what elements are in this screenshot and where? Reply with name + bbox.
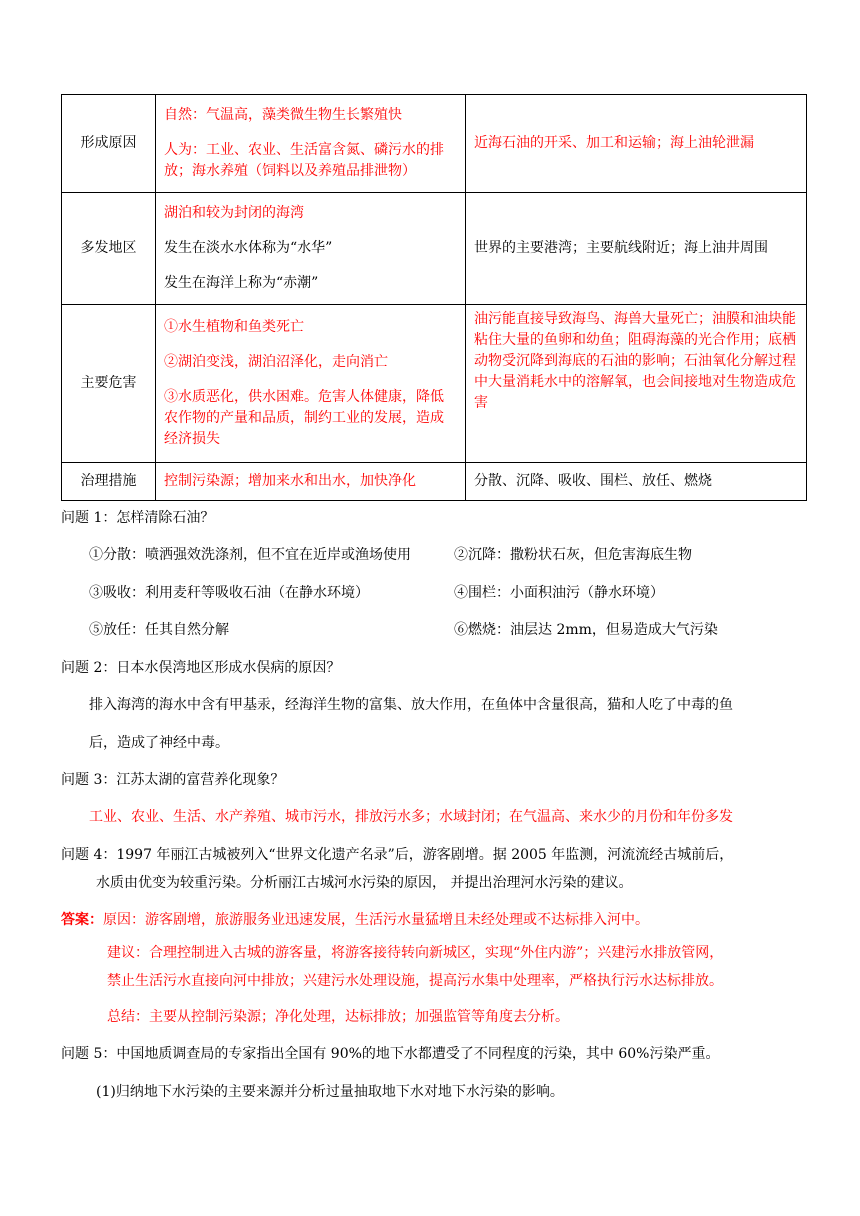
q1-item: ①分散：喷洒强效洗涤剂，但不宜在近岸或渔场使用 xyxy=(89,547,411,563)
table-row xyxy=(62,305,807,463)
row-label: 多发地区 xyxy=(62,193,156,305)
cell-line: ②湖泊变浅，湖泊沼泽化，走向消亡 xyxy=(164,354,388,370)
left-cell xyxy=(156,193,466,305)
q2-answer: 后，造成了神经中毒。 xyxy=(89,735,229,751)
cell-line: 人为：工业、农业、生活富含氮、磷污水的排放；海水养殖（饲料以及养殖品排泄物） xyxy=(164,142,444,179)
q4-suggestion: 禁止生活污水直接向河中排放；兴建污水处理设施，提高污水集中处理率，严格执行污水达标排放。 xyxy=(107,973,723,989)
left-cell xyxy=(156,305,466,463)
right-cell: 分散、沉降、吸收、围栏、放任、燃烧 xyxy=(466,463,807,501)
q4-question: 问题 4：1997 年丽江古城被列入“世界文化遗产名录”后，游客剧增。据 2005 年监测，河流流经古城前后， xyxy=(61,847,734,863)
q4-summary: 总结：主要从控制污染源；净化处理，达标排放；加强监管等角度去分析。 xyxy=(107,1009,569,1025)
cell-line: 自然：气温高，藻类微生物生长繁殖快 xyxy=(164,107,402,123)
q1-item: ④围栏：小面积油污（静水环境） xyxy=(454,585,664,601)
q4-answer-line xyxy=(61,910,649,931)
row-label: 主要危害 xyxy=(62,305,156,463)
pollution-comparison-table xyxy=(61,94,807,501)
q1-item: ②沉降：撒粉状石灰，但危害海底生物 xyxy=(454,547,692,563)
cell-line: 发生在淡水水体称为“水华” xyxy=(164,240,333,256)
q1-title: 问题 1：怎样清除石油？ xyxy=(61,510,215,526)
q5-subquestion: (1)归纳地下水污染的主要来源并分析过量抽取地下水对地下水污染的影响。 xyxy=(96,1084,564,1100)
cell-line: ③水质恶化，供水困难。危害人体健康，降低农作物的产量和品质，制约工业的发展，造成经济损失 xyxy=(164,389,444,447)
row-label: 治理措施 xyxy=(62,463,156,501)
left-cell: 控制污染源；增加来水和出水，加快净化 xyxy=(156,463,466,501)
q2-answer: 排入海湾的海水中含有甲基汞，经海洋生物的富集、放大作用，在鱼体中含量很高，猫和人吃了中毒的鱼 xyxy=(89,697,733,713)
q3-answer: 工业、农业、生活、水产养殖、城市污水，排放污水多；水域封闭；在气温高、来水少的月份和年份多发 xyxy=(89,809,733,825)
row-label: 形成原因 xyxy=(62,95,156,193)
q4-question: 水质由优变为较重污染。分析丽江古城河水污染的原因， 并提出治理河水污染的建议。 xyxy=(96,875,633,891)
left-cell xyxy=(156,95,466,193)
q1-item: ③吸收：利用麦秆等吸收石油（在静水环境） xyxy=(89,585,369,601)
cell-line: ①水生植物和鱼类死亡 xyxy=(164,319,304,335)
table-row xyxy=(62,193,807,305)
q5-title: 问题 5：中国地质调查局的专家指出全国有 90%的地下水都遭受了不同程度的污染，其中 60%污染严重。 xyxy=(61,1046,720,1062)
answer-label: 答案： xyxy=(61,912,103,928)
cell-line: 发生在海洋上称为“赤潮” xyxy=(164,275,319,291)
q1-item: ⑤放任：任其自然分解 xyxy=(89,622,229,638)
right-cell: 油污能直接导致海鸟、海兽大量死亡；油膜和油块能粘住大量的鱼卵和幼鱼；阻碍海藻的光合作用；底栖动物受沉降到海底的石油的影响；石油氧化分解过程中大量消耗水中的溶解氧，也会间接地对生物造成危害 xyxy=(466,305,807,463)
q1-item: ⑥燃烧：油层达 2mm，但易造成大气污染 xyxy=(454,622,718,638)
q4-suggestion: 建议：合理控制进入古城的游客量，将游客接待转向新城区，实现“外住内游”；兴建污水排放管网， xyxy=(107,945,724,961)
right-cell: 近海石油的开采、加工和运输；海上油轮泄漏 xyxy=(466,95,807,193)
table-row xyxy=(62,95,807,193)
table-row xyxy=(62,463,807,501)
right-cell: 世界的主要港湾；主要航线附近；海上油井周围 xyxy=(466,193,807,305)
q2-title: 问题 2：日本水俣湾地区形成水俣病的原因？ xyxy=(61,660,341,676)
q3-title: 问题 3：江苏太湖的富营养化现象？ xyxy=(61,772,285,788)
cell-line: 湖泊和较为封闭的海湾 xyxy=(164,205,304,221)
q4-reason: 原因：游客剧增，旅游服务业迅速发展，生活污水量猛增且未经处理或不达标排入河中。 xyxy=(103,912,649,928)
